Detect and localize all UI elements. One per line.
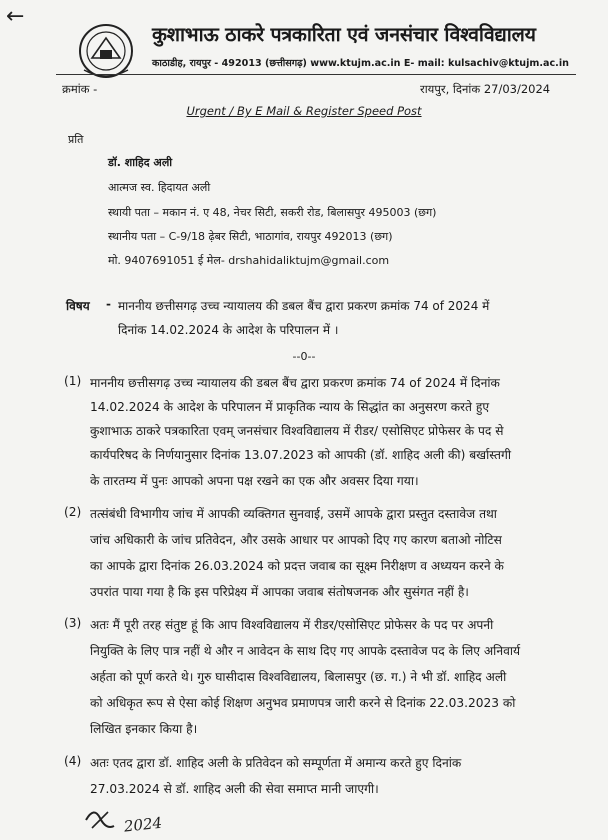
university-address: काठाडीह, रायपुर - 492013 (छत्तीसगढ़) www.ktujm.ac.in E- mail: kulsachiv@ktujm.ac.in [152,58,569,69]
place-date: रायपुर, दिनांक 27/03/2024 [420,82,551,96]
paragraph-line: जांच अधिकारी के जांच प्रतिवेदन, और उसके आधार पर आपको दिए गए कारण बताओ नोटिस [90,533,502,547]
paragraph-line: का आपके द्वारा दिनांक 26.03.2024 को प्रदत्त जवाब का सूक्ष्म निरीक्षण व अध्ययन करने के [90,559,504,573]
local-address: स्थानीय पता – C-9/18 ढ़ेबर सिटी, भाठागांव, रायपुर 492013 (छग) [108,230,393,243]
paragraph-line: को अधिकृत रूप से ऐसा कोई शिक्षण अनुभव प्रमाणपत्र जारी करने से दिनांक 22.03.2023 को [90,696,516,710]
paragraph-line: माननीय छत्तीसगढ़ उच्च न्यायालय की डबल बैंच द्वारा प्रकरण क्रमांक 74 of 2024 में दिनांक [90,376,500,390]
contact-details: मो. 9407691051 ई मेल- drshahidaliktujm@gmail.com [108,254,390,267]
paragraph-line: 14.02.2024 के आदेश के परिपालन में प्राकृतिक न्याय के सिद्धांत का अनुसरण करते हुए [90,400,490,414]
separator: --0-- [292,350,316,363]
permanent-address: स्थायी पता – मकान नं. ए 48, नेचर सिटी, सकरी रोड, बिलासपुर 495003 (छग) [108,206,437,219]
reference-label: क्रमांक - [62,82,98,96]
paragraph-number: (2) [64,505,82,519]
paragraph-line: अतः एतद द्वारा डॉ. शाहिद अली के प्रतिवेदन को सम्पूर्णता में अमान्य करते हुए दिनांक [90,756,462,770]
subject-line-1: माननीय छत्तीसगढ़ उच्च न्यायालय की डबल बैंच द्वारा प्रकरण क्रमांक 74 of 2024 में [118,299,490,313]
paragraph-number: (1) [64,374,82,388]
university-logo [70,22,142,80]
paragraph-line: कार्यपरिषद के निर्णयानुसार दिनांक 13.07.2023 को आपकी (डॉ. शाहिद अली की) बर्खास्तगी [90,448,511,462]
header-divider [56,74,576,75]
paragraph-line: लिखित इनकार किया है। [90,722,198,736]
paragraph-line: 27.03.2024 से डॉ. शाहिद अली की सेवा समाप्त मानी जाएगी। [90,782,379,796]
paragraph-line: कुशाभाऊ ठाकरे पत्रकारिता एवम् जनसंचार विश्वविद्यालय में रीडर/ एसोसिएट प्रोफेसर के पद से [90,424,504,438]
paragraph-line: अतः मैं पूरी तरह संतुष्ट हूं कि आप विश्वविद्यालय में रीडर/एसोसिएट प्रोफेसर के पद पर अपनी [90,618,494,632]
urgent-note: Urgent / By E Mail & Register Speed Post [186,104,422,118]
paragraph-line: नियुक्ति के लिए पात्र नहीं थे और न आवेदन के साथ दिए गए आपके दस्तावेज पद के लिए अनिवार्य [90,644,521,658]
prati-label: प्रति [68,133,84,146]
subject-dash: - [106,297,111,311]
paragraph-line: के तारतम्य में पुनः आपको अपना पक्ष रखने का एक और अवसर दिया गया। [90,474,419,488]
handwritten-signature [80,800,190,840]
subject-label: विषय [66,299,90,313]
paragraph-number: (4) [64,754,82,768]
university-name: कुशाभाऊ ठाकरे पत्रकारिता एवं जनसंचार विश्वविद्यालय [152,23,536,46]
paragraph-line: उपरांत पाया गया है कि इस परिप्रेक्ष्य में आपका जवाब संतोषजनक और सुसंगत नहीं है। [90,585,469,599]
recipient-name: डॉ. शाहिद अली [108,156,173,169]
paragraph-line: अर्हता को पूर्ण करते थे। गुरु घासीदास विश्वविद्यालय, बिलासपुर (छ. ग.) ने भी डॉ. शाहिद अली [90,670,507,684]
back-arrow-icon[interactable]: ← [6,4,25,29]
recipient-father: आत्मज स्व. हिदायत अली [108,181,211,194]
paragraph-line: तत्संबंधी विभागीय जांच में आपकी व्यक्तिगत सुनवाई, उसमें आपके द्वारा प्रस्तुत दस्तावेज तथा [90,507,497,521]
paragraph-number: (3) [64,616,82,630]
signature-year: 2024 [123,813,163,836]
subject-line-2: दिनांक 14.02.2024 के आदेश के परिपालन में । [118,323,339,337]
